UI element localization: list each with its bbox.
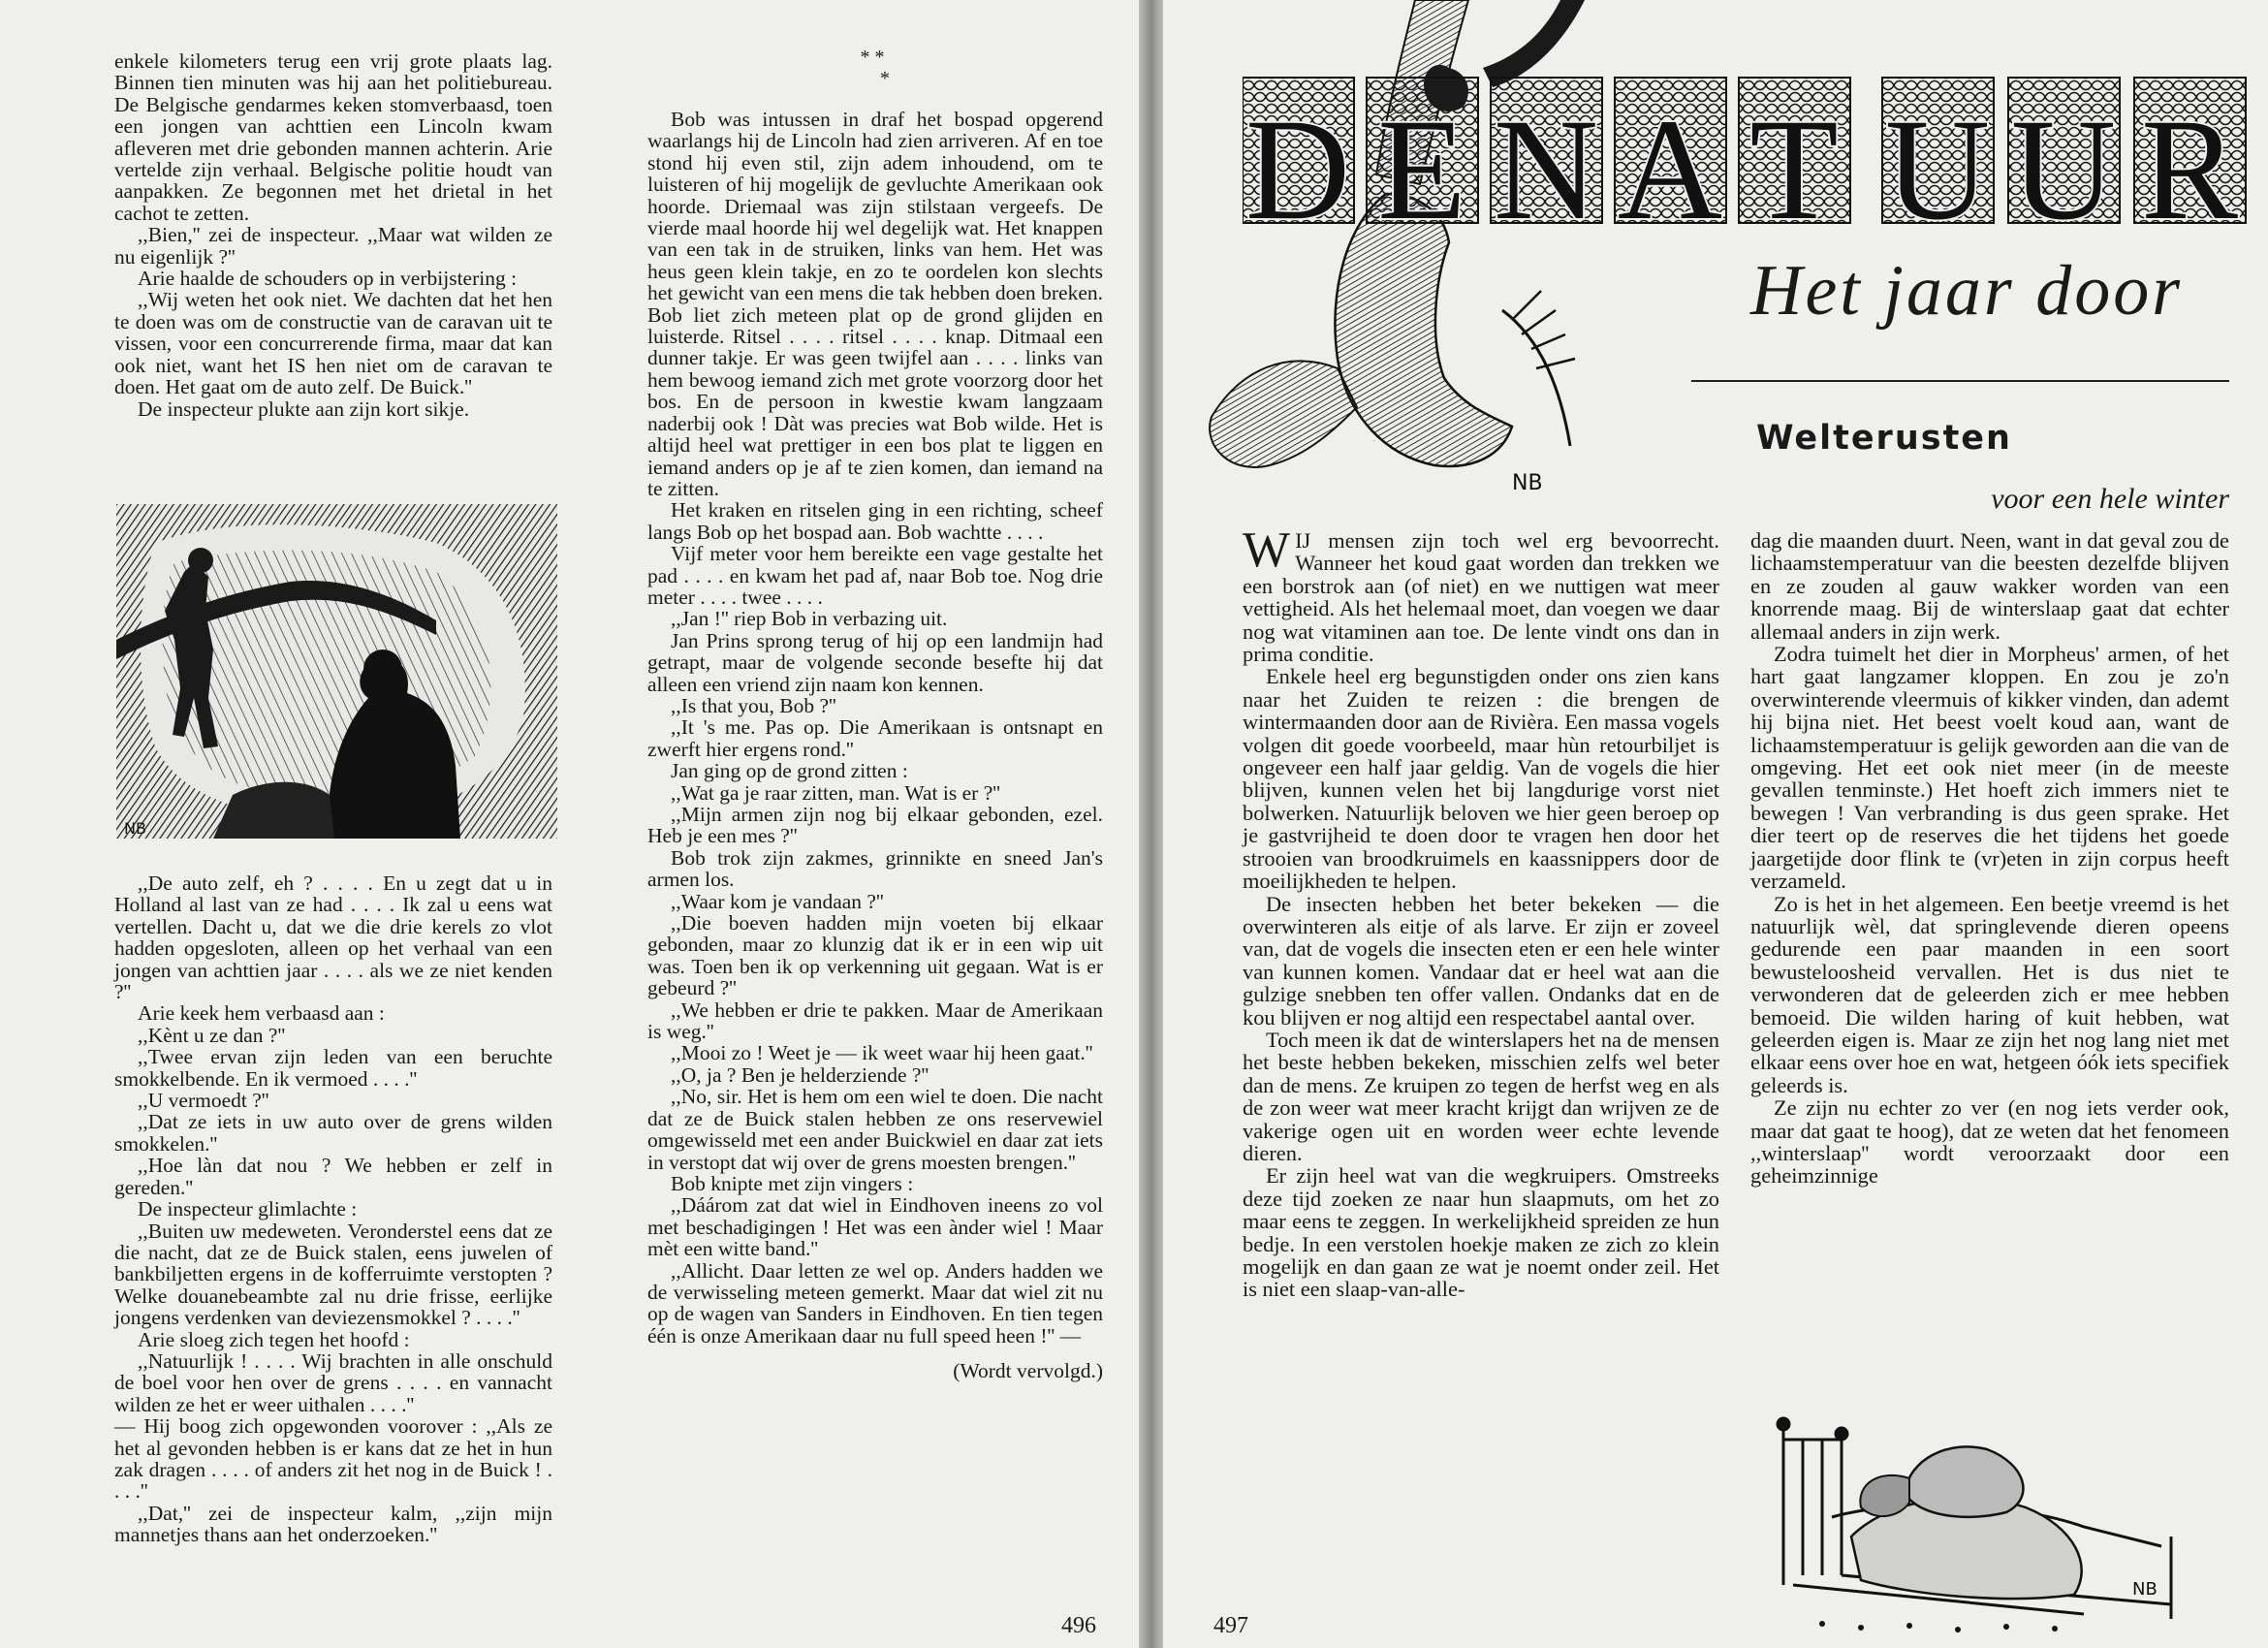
paragraph: ,,O, ja ? Ben je helderziende ?'' <box>671 1062 929 1087</box>
section-separator-stars <box>795 47 950 89</box>
paragraph: ,,No, sir. Het is hem om een wiel te doen. Die nacht dat ze de Buick stalen hebben ze ons reservewiel omgewisseld met een ander Buickwiel en daar zat iets in verstopt dat wij over de grens moesten brengen.'' <box>647 1085 1103 1174</box>
paragraph: ,,We hebben er drie te pakken. Maar de Amerikaan is weg.'' <box>647 998 1103 1044</box>
article-title: Welterusten <box>1756 419 2012 458</box>
paragraph: dag die maanden duurt. Neen, want in dat geval zou de lichaamstemperatuur van die beesten dezelfde blijven en ze zouden al gauw wakker worden van een knorrende maag. Bij de winterslaap gaat dat echter allemaal anders in zijn werk. <box>1750 528 2229 644</box>
paragraph: Er zijn heel wat van die wegkruipers. Omstreeks deze tijd zoeken ze naar hun slaapmuts, om het zo maar eens te zeggen. In werkelijkheid spreiden ze hun bedje. In een verstolen hoekje maken ze zich zo klein mogelijk en dan gaan ze wat je noemt onder zeil. Het is niet een slaap-van-alle- <box>1243 1163 1719 1302</box>
right-col1 <box>1243 523 1719 1302</box>
paragraph: ,,Mooi zo ! Weet je — ik weet waar hij heen gaat.'' <box>671 1041 1093 1065</box>
paragraph: ,,Twee ervan zijn leden van een beruchte smokkelbende. En ik vermoed . . . .'' <box>114 1045 552 1091</box>
paragraph: ,,Dáárom zat dat wiel in Eindhoven ineens zo vol met beschadigingen ! Het was een ànder wiel ! Maar mèt een witte band.'' <box>647 1193 1103 1261</box>
paragraph: ,,Dat ze iets in uw auto over de grens wilden smokkelen.'' <box>114 1110 552 1156</box>
banner-letter-5: T <box>1749 89 1839 233</box>
paragraph: enkele kilometers terug een vrij grote plaats lag. Binnen tien minuten was hij aan het politiebureau. De Belgische gendarmes keken stomverbaasd, toen een jongen van achttien een Lincoln kwam afleveren met drie gebonden mannen achterin. Arie vertelde zijn verhaal. Belgische politie houdt van aanpakken. Ze begonnen met het drietal in het cachot te zetten. <box>114 49 552 225</box>
paragraph: Bob was intussen in draf het bospad opgerend waarlangs hij de Lincoln had zien arriveren. Af en toe stond hij even stil, zijn adem inhoudend, om te luisteren of hij mogelijk de gevluchte Amerikaan ook hoorde. Driemaal was zijn stilstaan vergeefs. De vierde maal hoorde hij wel degelijk wat. Het knappen van een tak in de struiken, links van hem. Het was heus geen klein takje, en zo te oordelen kon slechts het gewicht van een mens die tak hebben doen breken. Bob liet zich meteen plat op de grond glijden en luisterde. Ritsel . . . . ritsel . . . . knap. Ditmaal een dunner takje. Er was geen twijfel aan . . . . links van hem bewoog iemand zich met grote voorzorg door het bos. En de persoon in kwestie kwam langzaam naderbij ook ! Dàt was precies wat Bob wilde. Het is altijd heel wat prettiger in een bos plat te liggen en iemand anders op je af te zien komen, dan iemand na te zitten. <box>647 108 1103 500</box>
paragraph: ,,Die boeven hadden mijn voeten bij elkaar gebonden, maar zo klunzig dat ik er in een wip uit was. Toen ben ik op verkenning uit gegaan. Wat is er gebeurd ?'' <box>647 911 1103 1000</box>
right-col1-paragraphs <box>1243 523 1719 1302</box>
paragraph: Jan ging op de grond zitten : <box>671 759 908 783</box>
paragraph: ,,Hoe làn dat nou ? We hebben er zelf in gereden.'' <box>114 1154 552 1199</box>
banner-letter-1: D <box>1244 89 1351 233</box>
paragraph: ,,Waar kom je vandaan ?'' <box>671 889 884 913</box>
paragraph: ,,Jan !'' riep Bob in verbazing uit. <box>671 607 948 631</box>
banner-letter-2: E <box>1377 89 1466 233</box>
paragraph: Jan Prins sprong terug of hij op een landmijn had getrapt, maar de volgende seconde besefte hij dat alleen een vriend zijn naam kon kennen. <box>647 628 1103 696</box>
paragraph: Zo is het in het algemeen. Een beetje vreemd is het natuurlijk wèl, dat springlevende dieren opeens gedurende een paar maanden in een soort bewusteloosheid vervallen. Het is dus niet te verwonderen dat de geleerden zich er mee hebben bemoeid. Die wilden haring of kuit hebben, wat geleerden eigen is. Maar ze zijn het nog lang niet met elkaar eens over hoe en wat, hetgeen óók iets specifiek geleerds is. <box>1750 891 2229 1097</box>
banner-letter-8: R <box>2140 89 2239 233</box>
illustration-signature: NB <box>124 819 146 838</box>
left-col1-bottom <box>114 872 552 1546</box>
paragraph: IJ mensen zijn toch wel erg bevoorrecht. Wanneer het koud gaat worden dan trekken we een borstrok aan (of niet) en we nuttigen wat meer vettigheid. Als het helemaal moet, dan voegen we daar nog wat vitaminen aan toe. De lente vindt ons dan in prima conditie. <box>1243 528 1719 667</box>
left-col1-top <box>114 50 552 420</box>
paragraph: ,,Mijn armen zijn nog bij elkaar gebonden, ezel. Heb je een mes ?'' <box>647 803 1103 848</box>
paragraph: ,,It 's me. Pas op. Die Amerikaan is ontsnapt en zwerft hier ergens rond.'' <box>647 715 1103 761</box>
article-subtitle: voor een hele winter <box>1991 483 2229 515</box>
left-col2 <box>647 109 1103 1382</box>
right-page <box>1163 0 2268 1648</box>
page-number-left: 496 <box>1061 1613 1096 1638</box>
paragraph: ,,U vermoedt ?'' <box>138 1089 269 1113</box>
right-col2 <box>1750 529 2229 1188</box>
paragraph: — Hij boog zich opgewonden voorover : ,,Als ze het al gevonden hebben is er kans dat ze het in hun zak dragen . . . . of anders zit het nog in de Buick ! . . . .'' <box>114 1414 552 1504</box>
paragraph: Zodra tuimelt het dier in Morpheus' armen, of het hart gaat langzamer kloppen. En zou je zo'n overwinterende vleermuis of kikker vinden, dan ademt hij bijna niet. Het beest voelt koud aan, want de lichaamstemperatuur is gelijk geworden aan die van de omgeving. Het eet ook niet meer (in de meeste gevallen tenminste.) Het hoeft zich immers niet te bewegen ! Van verbranding is dus geen sprake. Het dier teert op de reserves die het tijdens het goede jaargetijde door flink te (vr)eten in zijn corpus heeft verzameld. <box>1750 642 2229 894</box>
paragraph: De inspecteur plukte aan zijn kort sikje. <box>138 396 470 421</box>
forest-illustration <box>116 504 557 839</box>
paragraph: ,,Buiten uw medeweten. Veronderstel eens dat ze die nacht, dat ze de Buick stalen, eens juwelen of bankbiljetten ergens in de kofferruimte verstopten ? Welke douanebeambte zal nu drie frisse, eerlijke jongens verdenken van deviezensmokkel ? . . . .'' <box>114 1219 552 1330</box>
paragraph: Ze zijn nu echter zo ver (en nog iets verder ook, maar dat gaat te hoog), dat ze weten dat het fenomeen ,,winterslaap'' wordt veroorzaakt door een geheimzinnige <box>1750 1095 2229 1188</box>
to-be-continued: (Wordt vervolgd.) <box>953 1359 1103 1383</box>
section-subtitle: Het jaar door <box>1750 251 2183 331</box>
paragraph: ,,Natuurlijk ! . . . . Wij brachten in alle onschuld de boel voor hen over de grens . . . . en vannacht wilden ze het er weer uithalen . . . .'' <box>114 1348 552 1416</box>
paragraph: De inspecteur glimlachte : <box>138 1197 358 1221</box>
paragraph: ,,Wij weten het ook niet. We dachten dat het hen te doen was om de constructie van de caravan uit te vissen, voor een concurrerende firma, maar dat kan ook niet, want het IS hen niet om de caravan te doen. Het gaat om de auto zelf. De Buick.'' <box>114 288 552 399</box>
paragraph: Het kraken en ritselen ging in een richting, scheef langs Bob op het bospad aan. Bob wachtte . . . . <box>647 498 1103 544</box>
banner-letter-3: N <box>1493 89 1599 233</box>
paragraph: ,,Bien,'' zei de inspecteur. ,,Maar wat wilden ze nu eigenlijk ?'' <box>114 223 552 269</box>
paragraph: ,,Kènt u ze dan ?'' <box>138 1023 286 1047</box>
paragraph: ,,Dat,'' zei de inspecteur kalm, ,,zijn mijn mannetjes thans aan het onderzoeken.'' <box>114 1501 552 1547</box>
paragraph: ,,Wat ga je raar zitten, man. Wat is er ?'' <box>671 780 1000 805</box>
squirrel-signature: NB <box>1512 471 1543 495</box>
bed-illustration-signature: NB <box>2132 1579 2158 1600</box>
banner-letter-4: A <box>1617 89 1723 233</box>
paragraph: Arie keek hem verbaasd aan : <box>138 1001 385 1026</box>
paragraph: Arie haalde de schouders op in verbijstering : <box>138 267 518 291</box>
stars-row-1: * * <box>860 47 885 68</box>
paragraph: Vijf meter voor hem bereikte een vage gestalte het pad . . . . en kwam het pad af, naar Bob toe. Nog drie meter . . . . twee . . . . <box>647 542 1103 609</box>
paragraph: De insecten hebben het beter bekeken — die overwinteren als eitje of als larve. Er zijn er zoveel van, dat de vogels die insecten eten er een hele winter van kunnen komen. Vandaar dat er heel wat aan die gulzige snebben ten offer vallen. Ondanks dat en de kou blijven er nog altijd een respectabel aantal over. <box>1243 891 1719 1030</box>
banner-letter-7: U <box>2010 89 2117 233</box>
paragraph: ,,Allicht. Daar letten ze wel op. Anders hadden we de verwisseling meteen gemerkt. Maar dat wiel zit nu op de wagen van Sanders in Eindhoven. En tien tegen één is onze Amerikaan daar nu full speed heen !'' — <box>647 1258 1103 1347</box>
title-rule <box>1691 380 2229 382</box>
banner-letter-6: U <box>1884 89 1991 233</box>
sleeping-animal-bed-illustration <box>1764 1410 2190 1633</box>
stars-row-2: * <box>880 68 890 89</box>
drop-cap: W <box>1243 523 1291 578</box>
page-number-right: 497 <box>1213 1613 1248 1638</box>
paragraph: Enkele heel erg begunstigden onder ons zien kans naar het Zuiden te reizen : die brengen de wintermaanden door aan de Rivièra. Een massa vogels volgen dit goede voorbeeld, maar hùn retourbiljet is ongeveer een half jaar geldig. Van de vogels die hier blijven, kunnen velen het bij langdurige vorst niet bolwerken. Natuurlijk beloven we hier geen beroep op je gastvrijheid te doen door te vragen hen door het strooien van broodkruimels en kaassnippers door de moeilijkheden te helpen. <box>1243 664 1719 894</box>
de-natuur-banner <box>1243 68 2268 233</box>
paragraph: Bob trok zijn zakmes, grinnikte en sneed Jan's armen los. <box>647 845 1103 892</box>
paragraph: Arie sloeg zich tegen het hoofd : <box>138 1327 410 1351</box>
paragraph: ,,Is that you, Bob ?'' <box>671 693 836 717</box>
paragraph: Bob knipte met zijn vingers : <box>671 1171 914 1195</box>
book-gutter <box>1139 0 1163 1648</box>
left-col2-paragraphs <box>647 109 1103 1347</box>
paragraph: Toch meen ik dat de winterslapers het na de mensen het beste hebben bekeken, misschien zelfs wel beter dan de mens. Ze kruipen zo tegen de herfst weg en als de zon weer wat meer kracht krijgt dan wrijven ze de vakerige ogen uit en worden weer echte levende dieren. <box>1243 1027 1719 1165</box>
paragraph: ,,De auto zelf, eh ? . . . . En u zegt dat u in Holland al last van ze had . . . . Ik zal u eens wat vertellen. Dacht u, dat we die drie kerels zo vlot hadden opgesloten, alleen op het verhaal van een jongen van achttien jaar . . . . als we ze niet kenden ?'' <box>114 872 552 1004</box>
